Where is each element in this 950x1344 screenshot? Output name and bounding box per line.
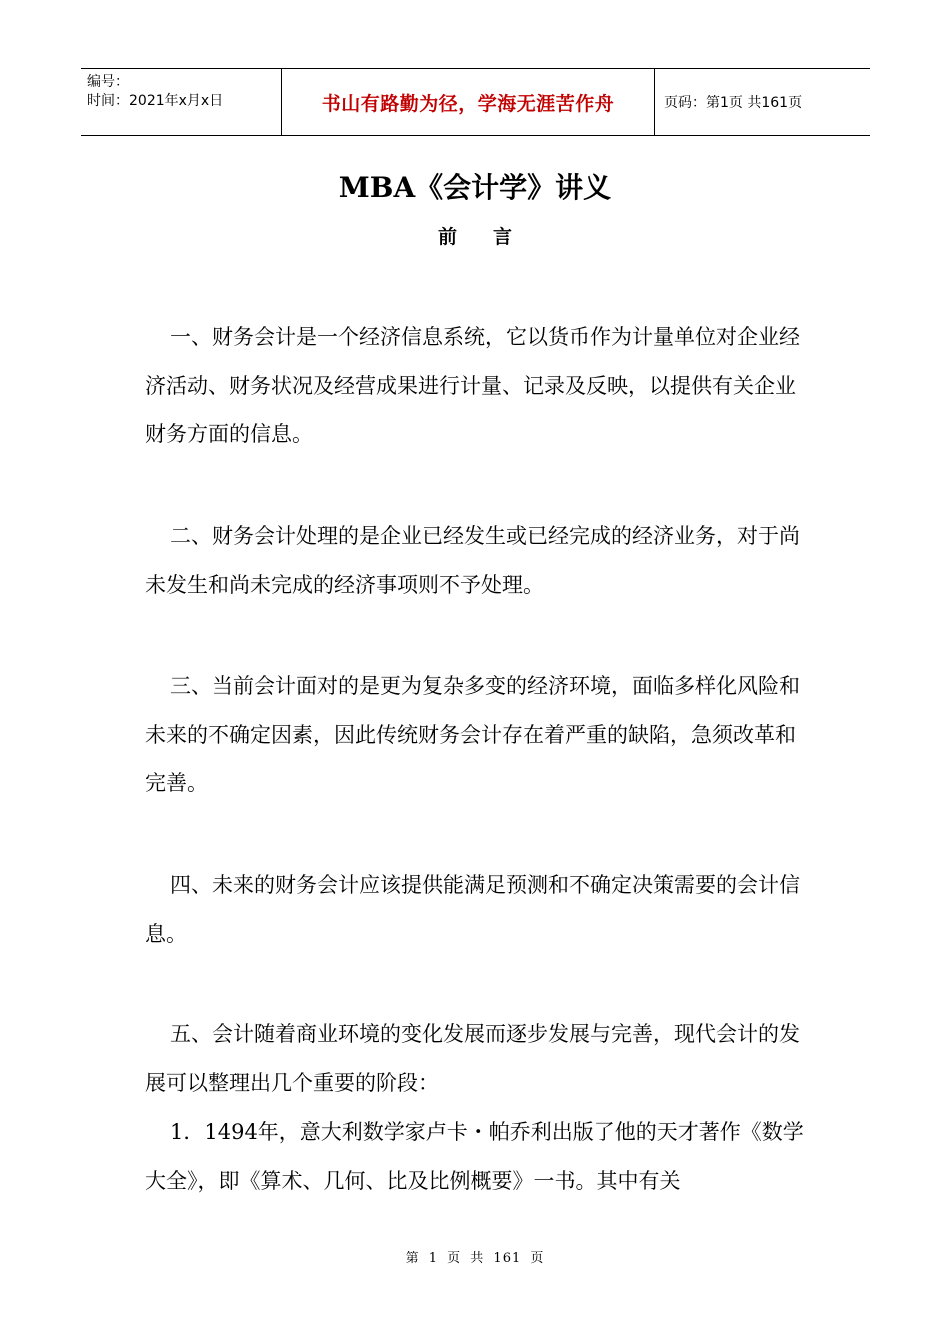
section-title: 前言 [437, 226, 548, 248]
document-header [81, 68, 870, 136]
paragraph: 五、会计随着商业环境的变化发展而逐步发展与完善，现代会计的发展可以整理出几个重要的阶段： [145, 1022, 800, 1095]
paragraph: 二、财务会计处理的是企业已经发生或已经完成的经济业务，对于尚未发生和尚未完成的经济事项则不予处理。 [145, 524, 800, 597]
page-footer: 第 1 页 共 161 页 [405, 1251, 545, 1266]
document-title: MBA《会计学》讲义 [338, 171, 612, 204]
header-page-info: 页码：第1页 共161页 [664, 95, 803, 111]
paragraph: 1．1494年，意大利数学家卢卡・帕乔利出版了他的天才著作《数学大全》，即《算术、几何、比及比例概要》一书。其中有关 [145, 1120, 804, 1193]
paragraph: 三、当前会计面对的是更为复杂多变的经济环境，面临多样化风险和未来的不确定因素，因此传统财务会计存在着严重的缺陷，急须改革和完善。 [145, 674, 800, 795]
header-motto: 书山有路勤为径，学海无涯苦作舟 [281, 69, 655, 135]
paragraph: 一、财务会计是一个经济信息系统，它以货币作为计量单位对企业经济活动、财务状况及经营成果进行计量、记录及反映，以提供有关企业财务方面的信息。 [145, 325, 800, 446]
serial-number-label: 编号： [87, 74, 129, 90]
header-meta [81, 69, 281, 135]
date-line: 时间：2021年x月x日 [87, 93, 224, 109]
paragraph: 四、未来的财务会计应该提供能满足预测和不确定决策需要的会计信息。 [145, 873, 800, 946]
